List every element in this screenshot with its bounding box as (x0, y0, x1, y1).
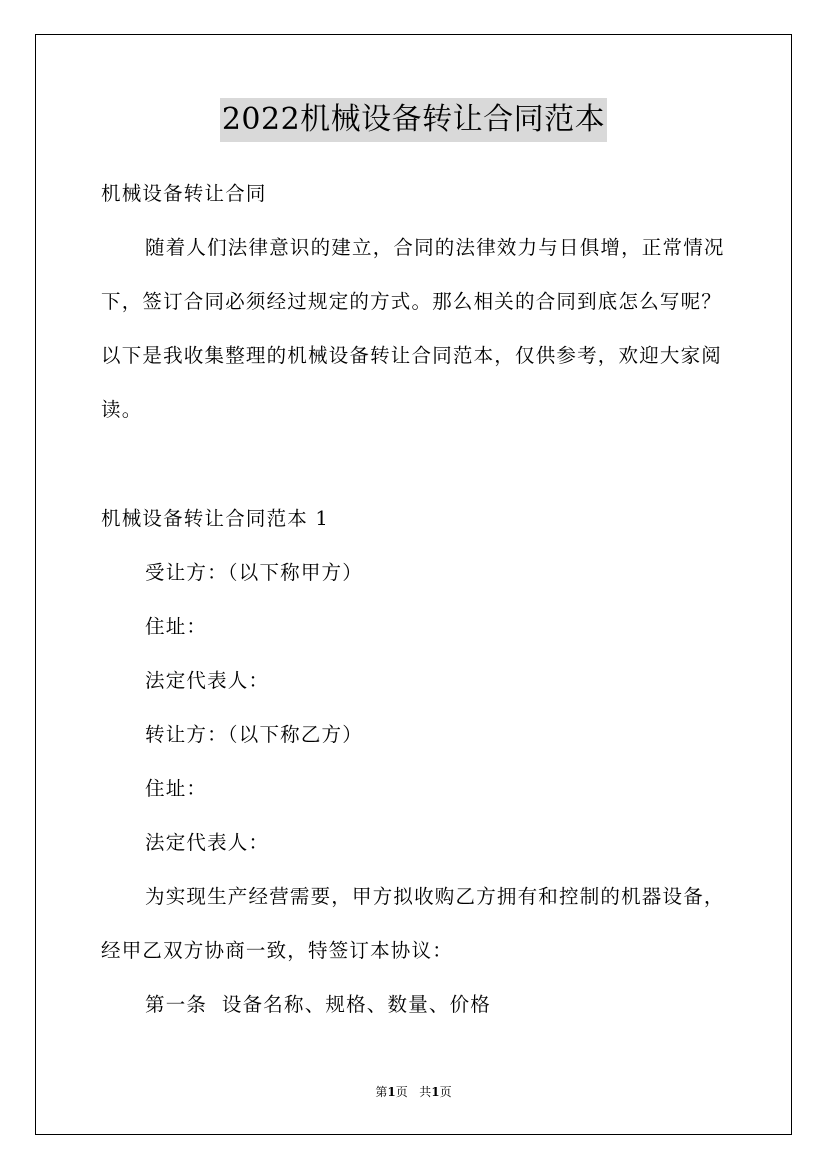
intro-line-4: 读。 (101, 398, 143, 421)
party-b-label: 转让方：（以下称乙方） (145, 723, 363, 746)
intro-line-2: 下，签订合同必须经过规定的方式。那么相关的合同到底怎么写呢？ (101, 290, 723, 313)
document-heading: 机械设备转让合同 (101, 182, 267, 205)
title-container (0, 98, 827, 142)
party-b-representative: 法定代表人： (145, 831, 270, 854)
footer-page-suffix: 页 (439, 1085, 452, 1099)
document-title: 2022机械设备转让合同范本 (220, 98, 607, 142)
intro-line-1: 随着人们法律意识的建立，合同的法律效力与日俱增，正常情况 (145, 236, 725, 259)
party-b-address: 住址： (145, 777, 208, 800)
page-footer (0, 1084, 827, 1100)
party-a-representative: 法定代表人： (145, 669, 270, 692)
footer-page-prefix: 第 (375, 1085, 388, 1099)
footer-page-mid: 页 共 (395, 1085, 432, 1099)
footer-page-total: 1 (431, 1085, 440, 1099)
section-title: 机械设备转让合同范本 1 (101, 507, 330, 530)
purpose-line-1: 为实现生产经营需要，甲方拟收购乙方拥有和控制的机器设备， (145, 885, 725, 908)
intro-line-3: 以下是我收集整理的机械设备转让合同范本，仅供参考，欢迎大家阅 (101, 344, 723, 367)
party-a-address: 住址： (145, 615, 208, 638)
party-a-label: 受让方：（以下称甲方） (145, 561, 363, 584)
article-1-title: 第一条 设备名称、规格、数量、价格 (145, 993, 491, 1016)
purpose-line-2: 经甲乙双方协商一致，特签订本协议： (101, 939, 453, 962)
footer-page-current: 1 (387, 1085, 396, 1099)
